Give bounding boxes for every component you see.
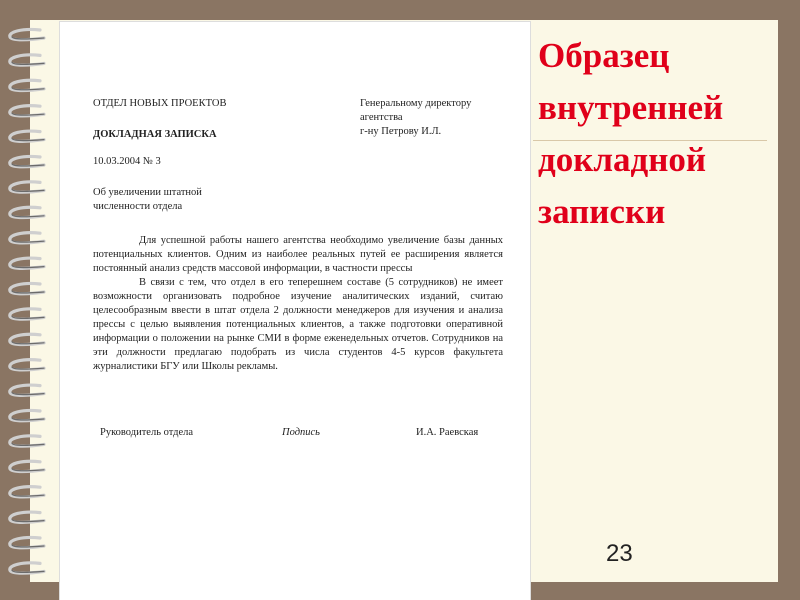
subject-line: Об увеличении штатной <box>93 187 202 198</box>
signature-line <box>100 426 500 442</box>
memo-document <box>60 22 530 600</box>
document-date-number: 10.03.2004 № 3 <box>93 156 161 167</box>
title-line: записки <box>538 192 666 231</box>
addressee-line: агентства <box>360 112 403 123</box>
signature-placeholder: Подпись <box>282 427 320 438</box>
addressee-line: г-ну Петрову И.Л. <box>360 126 442 137</box>
signer-role: Руководитель отдела <box>100 427 194 438</box>
addressee-block <box>360 97 510 139</box>
spiral-binding <box>0 22 64 582</box>
subject-line: численности отдела <box>93 201 183 212</box>
subject-heading <box>93 186 253 214</box>
body-paragraph: В связи с тем, что отдел в его теперешнем составе (5 сотрудников) не имеет возможности организовать подробное изучение аналитических изданий, считаю целесообразным ввести в штат отдела 2 должности менеджеров для изучения и анализа прессы с целью выявления потенциальных клиентов, а также подготовки оперативной информации о положении на рынке СМИ в форме еженедельных отчетов. Сотрудников на эти должности предлагаю подобрать из числа студентов 4-5 курсов факультета журналистики БГУ или Школы рекламы. <box>93 277 503 372</box>
addressee-line: Генеральному директору <box>360 98 472 109</box>
slide-title <box>538 30 778 238</box>
title-line: Образец <box>538 36 670 75</box>
body-paragraph: Для успешной работы нашего агентства необходимо увеличение базы данных потенциальных клиентов. Одним из наиболее реальных путей ее расширения является постоянный анализ средств массовой информации, в частности прессы <box>93 235 503 274</box>
page-number: 23 <box>606 540 633 567</box>
title-line: внутренней <box>538 88 724 127</box>
memo-body <box>93 234 503 374</box>
department-name: ОТДЕЛ НОВЫХ ПРОЕКТОВ <box>93 98 227 109</box>
signer-name: И.А. Раевская <box>416 427 479 438</box>
title-line: докладной <box>538 140 707 179</box>
document-type: ДОКЛАДНАЯ ЗАПИСКА <box>93 129 217 140</box>
